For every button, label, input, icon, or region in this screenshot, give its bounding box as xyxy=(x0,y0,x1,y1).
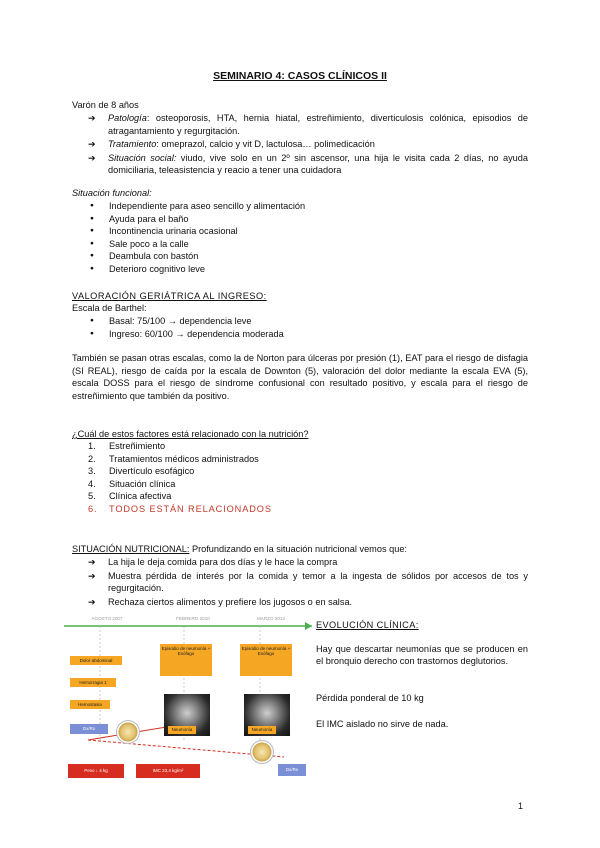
patient-intro: Varón de 8 años xyxy=(72,100,139,110)
list-item: ● Incontinencia urinaria ocasional xyxy=(88,225,305,238)
event-box: Hemostasia xyxy=(70,700,110,709)
event-box: Episodio de neumonía + Esófago xyxy=(240,644,292,676)
red-indicator-box: Peso ↓ 4 kg xyxy=(68,764,124,778)
scales-paragraph: También se pasan otras escalas, como la de Norton para úlceras por presión (1), EAT para el riesgo de disfagia (SI REAL), riesgo de caída por la escala de Downton (5), valoración del dolor mediante la escala EVA (5), escala DOSS para el riesgo de síndrome confusional con resultado positivo, y escala para el riesgo de estreñimiento que también da positivo. xyxy=(72,353,528,401)
nutrition-heading-line: SITUACIÓN NUTRICIONAL: Profundizando en la situación nutricional vemos que: xyxy=(72,544,407,554)
option-item: 1. Estreñimiento xyxy=(88,441,166,451)
evolution-weight: Pérdida ponderal de 10 kg xyxy=(316,693,424,703)
option-item-correct: 6. TODOS ESTÁN RELACIONADOS xyxy=(88,503,272,514)
history-item: ➔ Tratamiento: omeprazol, calcio y vit D, lactulosa… polimedicación xyxy=(88,138,528,151)
history-item: ➔ Situación social: viudo, vive solo en un 2º sin ascensor, una hija le visita cada 2 días, no ayuda domiciliaria, teleasistencia y reacio a tener una cuidadora xyxy=(88,152,528,177)
event-box: Dx/Rx xyxy=(278,764,306,776)
question-text: ¿Cuál de estos factores está relacionado con la nutrición? xyxy=(72,429,309,439)
list-item: ● Deambula con bastón xyxy=(88,250,305,263)
history-item: ➔ Patología: osteoporosis, HTA, hernia hiatal, estreñimiento, diverticulosis colónica, episodios de atragantamiento y regurgitación. xyxy=(88,112,528,137)
page-number: 1 xyxy=(518,801,524,811)
food-plate-image xyxy=(116,720,140,744)
nutrition-item: ➔ Muestra pérdida de interés por la comida y temor a la ingesta de sólidos por accesos de tos y regurgitación. xyxy=(88,570,528,595)
evolution-paragraph: Hay que descartar neumonías que se producen en el bronquio derecho con trastornos deglutorios. xyxy=(316,644,528,667)
geriatric-heading: VALORACIÓN GERIÁTRICA AL INGRESO: xyxy=(72,291,267,301)
event-box: Dolor abdominal xyxy=(70,656,122,665)
event-box: Neumonía xyxy=(168,726,196,734)
list-item: ● Independiente para aseo sencillo y alimentación xyxy=(88,200,305,213)
list-item: ● Sale poco a la calle xyxy=(88,238,305,251)
list-item: ● Ingreso: 60/100 → dependencia moderada xyxy=(88,328,284,341)
barthel-label: Escala de Barthel: xyxy=(72,303,147,313)
option-item: 3. Divertículo esofágico xyxy=(88,466,195,477)
red-indicator-box: IMC 23,4 kg/m² xyxy=(136,764,200,778)
event-box: Dx/Rx xyxy=(70,724,108,734)
list-item: ● Deterioro cognitivo leve xyxy=(88,263,305,276)
functional-list xyxy=(88,200,305,276)
history-list xyxy=(88,112,528,178)
clinical-timeline-figure xyxy=(64,612,312,794)
evolution-heading: EVOLUCIÓN CLÍNICA: xyxy=(316,620,419,630)
event-box: Hemorragia 1 xyxy=(70,678,116,687)
event-box: Neumonía xyxy=(248,726,276,734)
date-label: MARZO 2012 xyxy=(256,616,286,621)
question-options xyxy=(88,440,272,516)
option-item: 2. Tratamientos médicos administrados xyxy=(88,453,259,464)
list-item: ● Ayuda para el baño xyxy=(88,213,305,226)
event-box: Episodio de neumonía + Esófago xyxy=(160,644,212,676)
barthel-list xyxy=(88,315,284,340)
date-label: AGOSTO 2007 xyxy=(91,616,123,621)
food-plate-image xyxy=(250,740,274,764)
option-item: 4. Situación clínica xyxy=(88,478,176,489)
option-item: 5. Clínica afectiva xyxy=(88,491,172,502)
evolution-imc: El IMC aislado no sirve de nada. xyxy=(316,719,449,729)
date-label: FEBRERO 2010 xyxy=(176,616,210,621)
nutrition-item: ➔ Rechaza ciertos alimentos y prefiere los jugosos o en salsa. xyxy=(88,596,528,609)
list-item: ● Basal: 75/100 → dependencia leve xyxy=(88,315,284,328)
nutrition-list xyxy=(88,556,528,609)
page-title: SEMINARIO 4: CASOS CLÍNICOS II xyxy=(213,70,387,82)
functional-heading: Situación funcional: xyxy=(72,188,152,198)
nutrition-item: ➔ La hija le deja comida para dos días y le hace la compra xyxy=(88,556,528,569)
